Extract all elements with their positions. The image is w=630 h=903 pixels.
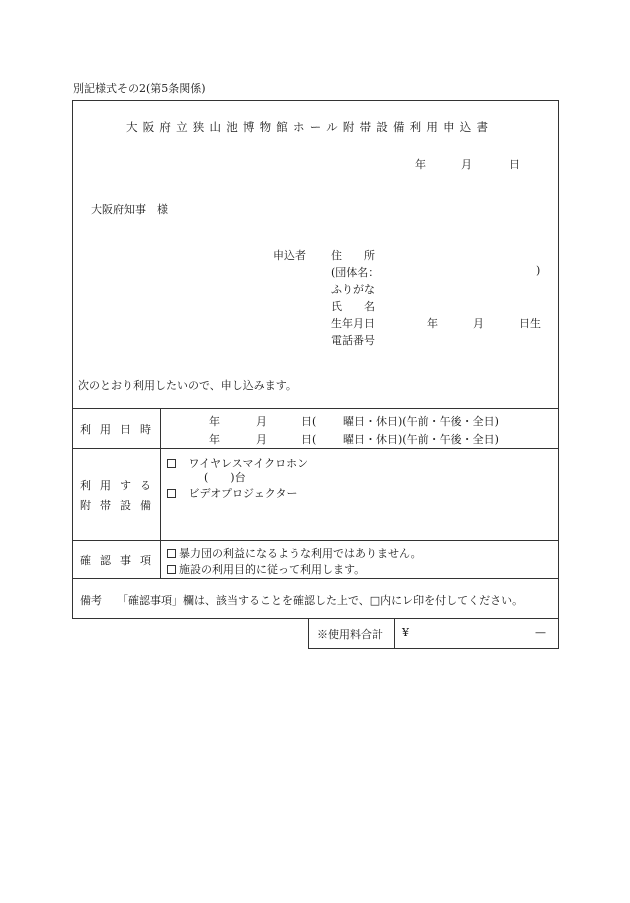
form-reference: 別記様式その2(第5条関係) <box>73 82 206 95</box>
equipment-label-line1: 利用する <box>80 479 160 492</box>
birth-month-label: 月 <box>473 317 484 330</box>
fee-box-middle-border <box>394 618 395 648</box>
equipment-item-projector <box>167 485 298 501</box>
projector-label: ビデオプロジェクター <box>188 487 298 500</box>
date-month-label: 月 <box>461 158 472 171</box>
furigana-label: ふりがな <box>331 283 375 296</box>
divider-after-header <box>72 408 559 409</box>
label-column-divider <box>160 408 161 578</box>
usage-date-2-day: 日( <box>301 433 317 446</box>
remarks-label: 備考 <box>80 594 102 607</box>
birthdate-label: 生年月日 <box>331 317 375 330</box>
wireless-mic-quantity: ( )台 <box>204 471 246 484</box>
name-label: 氏 名 <box>331 300 375 313</box>
birth-day-label: 日生 <box>519 317 541 330</box>
divider-after-remarks <box>72 618 559 619</box>
projector-checkbox[interactable] <box>167 489 176 498</box>
phone-label: 電話番号 <box>331 334 375 347</box>
form-title: 大阪府立狭山池博物館ホール附帯設備利用申込書 <box>126 120 494 134</box>
confirmation-1-checkbox[interactable] <box>167 549 176 558</box>
divider-after-confirmation <box>72 578 559 579</box>
usage-date-2-month: 月 <box>256 433 267 446</box>
wireless-mic-label: ワイヤレスマイクロホン <box>188 457 309 470</box>
usage-date-1-year: 年 <box>209 415 220 428</box>
date-day-label: 日 <box>509 158 520 171</box>
fee-currency: ¥ <box>402 626 409 639</box>
wireless-mic-checkbox[interactable] <box>167 459 176 468</box>
usage-date-1-month: 月 <box>256 415 267 428</box>
address-label: 住 所 <box>331 249 375 262</box>
confirmation-2-text: 施設の利用目的に従って利用します。 <box>179 563 366 576</box>
confirmation-2-checkbox[interactable] <box>167 565 176 574</box>
date-year-label: 年 <box>415 158 426 171</box>
divider-after-equipment <box>72 540 559 541</box>
equipment-label-line2: 附帯設備 <box>80 499 160 512</box>
fee-label: ※使用料合計 <box>317 628 383 641</box>
confirmation-item-1 <box>167 545 422 561</box>
group-name-close: ) <box>536 264 541 277</box>
fee-box-bottom-border <box>308 648 559 649</box>
frame-top-border <box>72 100 559 101</box>
frame-right-border <box>558 100 559 648</box>
confirmation-1-text: 暴力団の利益になるような利用ではありません。 <box>179 547 422 560</box>
usage-date-2-year: 年 <box>209 433 220 446</box>
group-name-label: (団体名： <box>331 266 380 279</box>
usage-date-label: 利用日時 <box>80 423 160 436</box>
request-text: 次のとおり利用したいので、申し込みます。 <box>78 379 297 392</box>
fee-box-left-border <box>308 618 309 648</box>
confirmation-item-2 <box>167 561 365 577</box>
usage-date-1-detail: 曜日・休日)(午前・午後・全日) <box>343 415 499 428</box>
addressee: 大阪府知事 様 <box>91 203 168 216</box>
usage-date-1-day: 日( <box>301 415 317 428</box>
birth-year-label: 年 <box>427 317 438 330</box>
remarks-text: 「確認事項」欄は、該当することを確認した上で、□内にレ印を付してください。 <box>117 594 524 607</box>
confirmation-label: 確認事項 <box>80 554 160 567</box>
applicant-label: 申込者 <box>273 249 306 262</box>
usage-date-2-detail: 曜日・休日)(午前・午後・全日) <box>343 433 499 446</box>
fee-value[interactable]: — <box>535 626 546 639</box>
divider-after-dates <box>72 448 559 449</box>
